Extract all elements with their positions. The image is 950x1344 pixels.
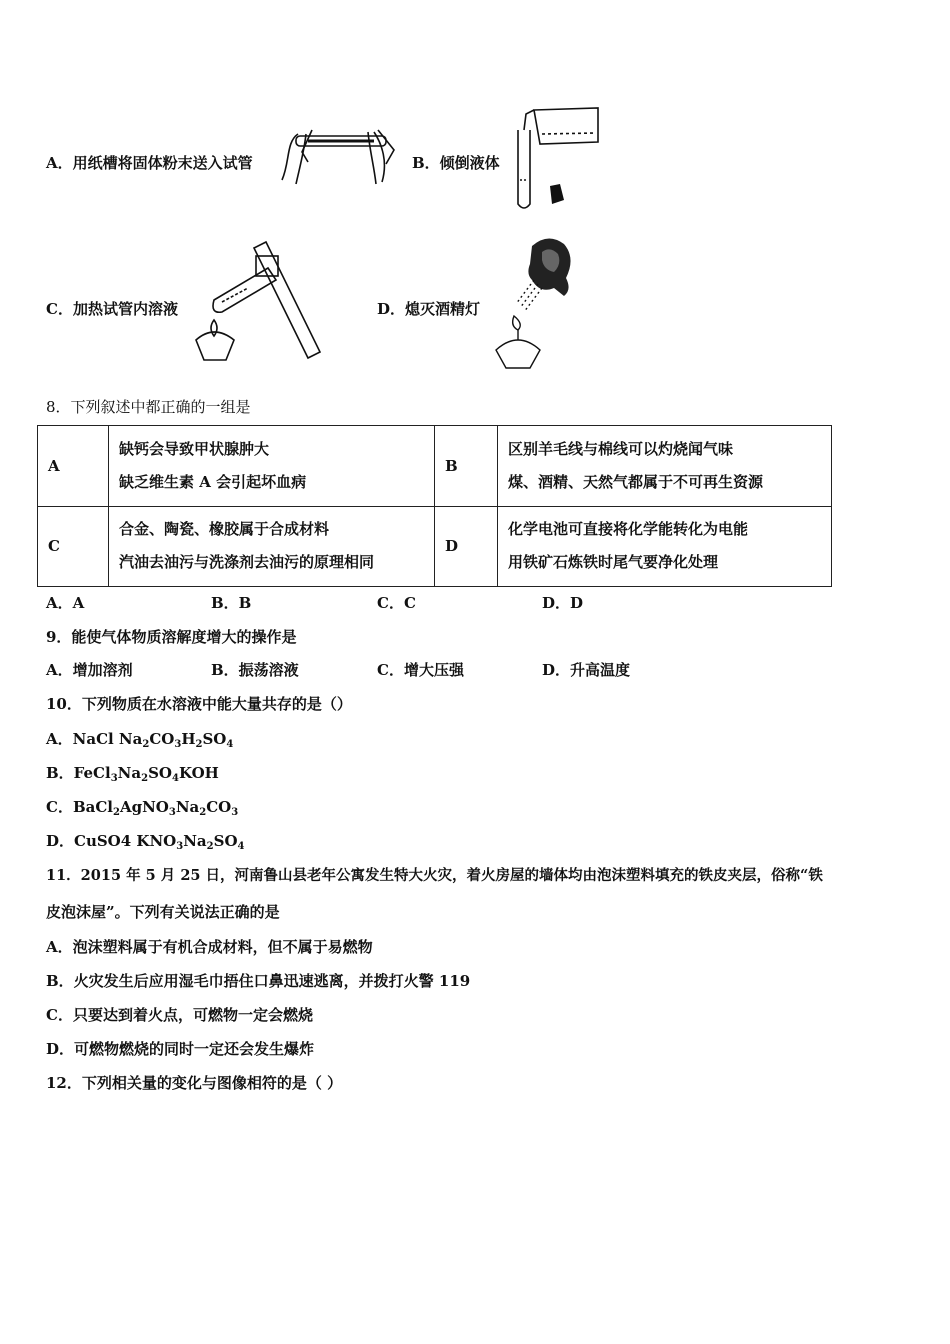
table-cell xyxy=(109,506,435,587)
q10-option-c: C．$BaCl_2AgNO_3Na_2CO_3$ xyxy=(46,798,239,818)
table-cell xyxy=(109,426,435,507)
table-cell-line: 区别羊毛线与棉线可以灼烧闻气味 xyxy=(508,439,734,458)
table-cell-label: D xyxy=(435,506,498,587)
q11-stem-line2: 皮泡沫屋”。下列有关说法正确的是 xyxy=(46,903,280,921)
q8-option-d: D．D xyxy=(542,594,584,612)
q8-stem: 8．下列叙述中都正确的一组是 xyxy=(46,398,251,416)
q8-option-b: B．B xyxy=(211,594,252,612)
formula-text: B．FeCl xyxy=(46,764,111,782)
q11-option-b: B．火灾发生后应用湿毛巾捂住口鼻迅速逃离，并拨打火警 119 xyxy=(46,972,471,990)
q7-option-b: B．倾倒液体 xyxy=(412,154,500,172)
q10-option-d: D．CuSO4 $KNO_3Na_2SO_4$ xyxy=(46,832,245,852)
q7-option-a: A．用纸槽将固体粉末送入试管 xyxy=(46,154,253,172)
table-row xyxy=(38,426,832,507)
q9-option-c: C．增大压强 xyxy=(377,661,464,679)
q7-option-c: C．加热试管内溶液 xyxy=(46,300,178,318)
table-cell-label: C xyxy=(38,506,109,587)
q8-option-a: A．A xyxy=(46,594,85,612)
table-cell-line: 汽油去油污与洗涤剂去油污的原理相同 xyxy=(119,553,375,572)
table-cell-line: 缺钙会导致甲状腺肿大 xyxy=(119,439,270,458)
q8-option-c: C．C xyxy=(377,594,416,612)
formula-text: A．NaCl Na xyxy=(46,730,143,748)
table-row xyxy=(38,506,832,587)
q10-option-b: B．$FeCl_3Na_2SO_4KOH$ xyxy=(46,764,219,784)
table-cell-line: 缺乏维生素 A 会引起坏血病 xyxy=(119,472,307,491)
table-cell xyxy=(498,506,832,587)
formula-text: D．CuSO4 KNO xyxy=(46,832,177,850)
heating-test-tube-figure xyxy=(192,240,327,365)
table-cell xyxy=(498,426,832,507)
q10-option-a: A．NaCl $Na_2CO_3H_2SO_4$ xyxy=(46,730,234,750)
q9-option-b: B．振荡溶液 xyxy=(211,661,299,679)
q9-stem: 9．能使气体物质溶解度增大的操作是 xyxy=(46,628,297,646)
q7-option-d: D．熄灭酒精灯 xyxy=(377,300,481,318)
q11-stem-line1: 11．2015 年 5 月 25 日，河南鲁山县老年公寓发生特大火灾，着火房屋的墙体均由泡沫塑料填充的铁皮夹层，俗称“铁 xyxy=(46,867,823,884)
q10-stem: 10．下列物质在水溶液中能大量共存的是（） xyxy=(46,695,352,713)
q12-stem: 12．下列相关量的变化与图像相符的是（ ） xyxy=(46,1074,343,1092)
table-cell-line: 化学电池可直接将化学能转化为电能 xyxy=(508,520,749,539)
q11-option-c: C．只要达到着火点，可燃物一定会燃烧 xyxy=(46,1006,313,1024)
table-cell-line: 合金、陶瓷、橡胶属于合成材料 xyxy=(119,520,330,539)
formula-text: C．BaCl xyxy=(46,798,113,816)
q11-option-d: D．可燃物燃烧的同时一定还会发生爆炸 xyxy=(46,1040,315,1058)
paper-trough-test-tube-figure xyxy=(278,122,403,187)
table-cell-line: 用铁矿石炼铁时尾气要净化处理 xyxy=(508,553,719,572)
q9-option-d: D．升高温度 xyxy=(542,661,631,679)
table-cell-label: B xyxy=(435,426,498,507)
q11-option-a: A．泡沫塑料属于有机合成材料，但不属于易燃物 xyxy=(46,938,373,956)
q8-options-table xyxy=(37,425,832,587)
extinguishing-alcohol-lamp-figure xyxy=(492,232,597,372)
table-cell-line: 煤、酒精、天然气都属于不可再生资源 xyxy=(508,472,764,491)
pouring-liquid-figure xyxy=(512,100,607,215)
table-cell-label: A xyxy=(38,426,109,507)
q9-option-a: A．增加溶剂 xyxy=(46,661,133,679)
